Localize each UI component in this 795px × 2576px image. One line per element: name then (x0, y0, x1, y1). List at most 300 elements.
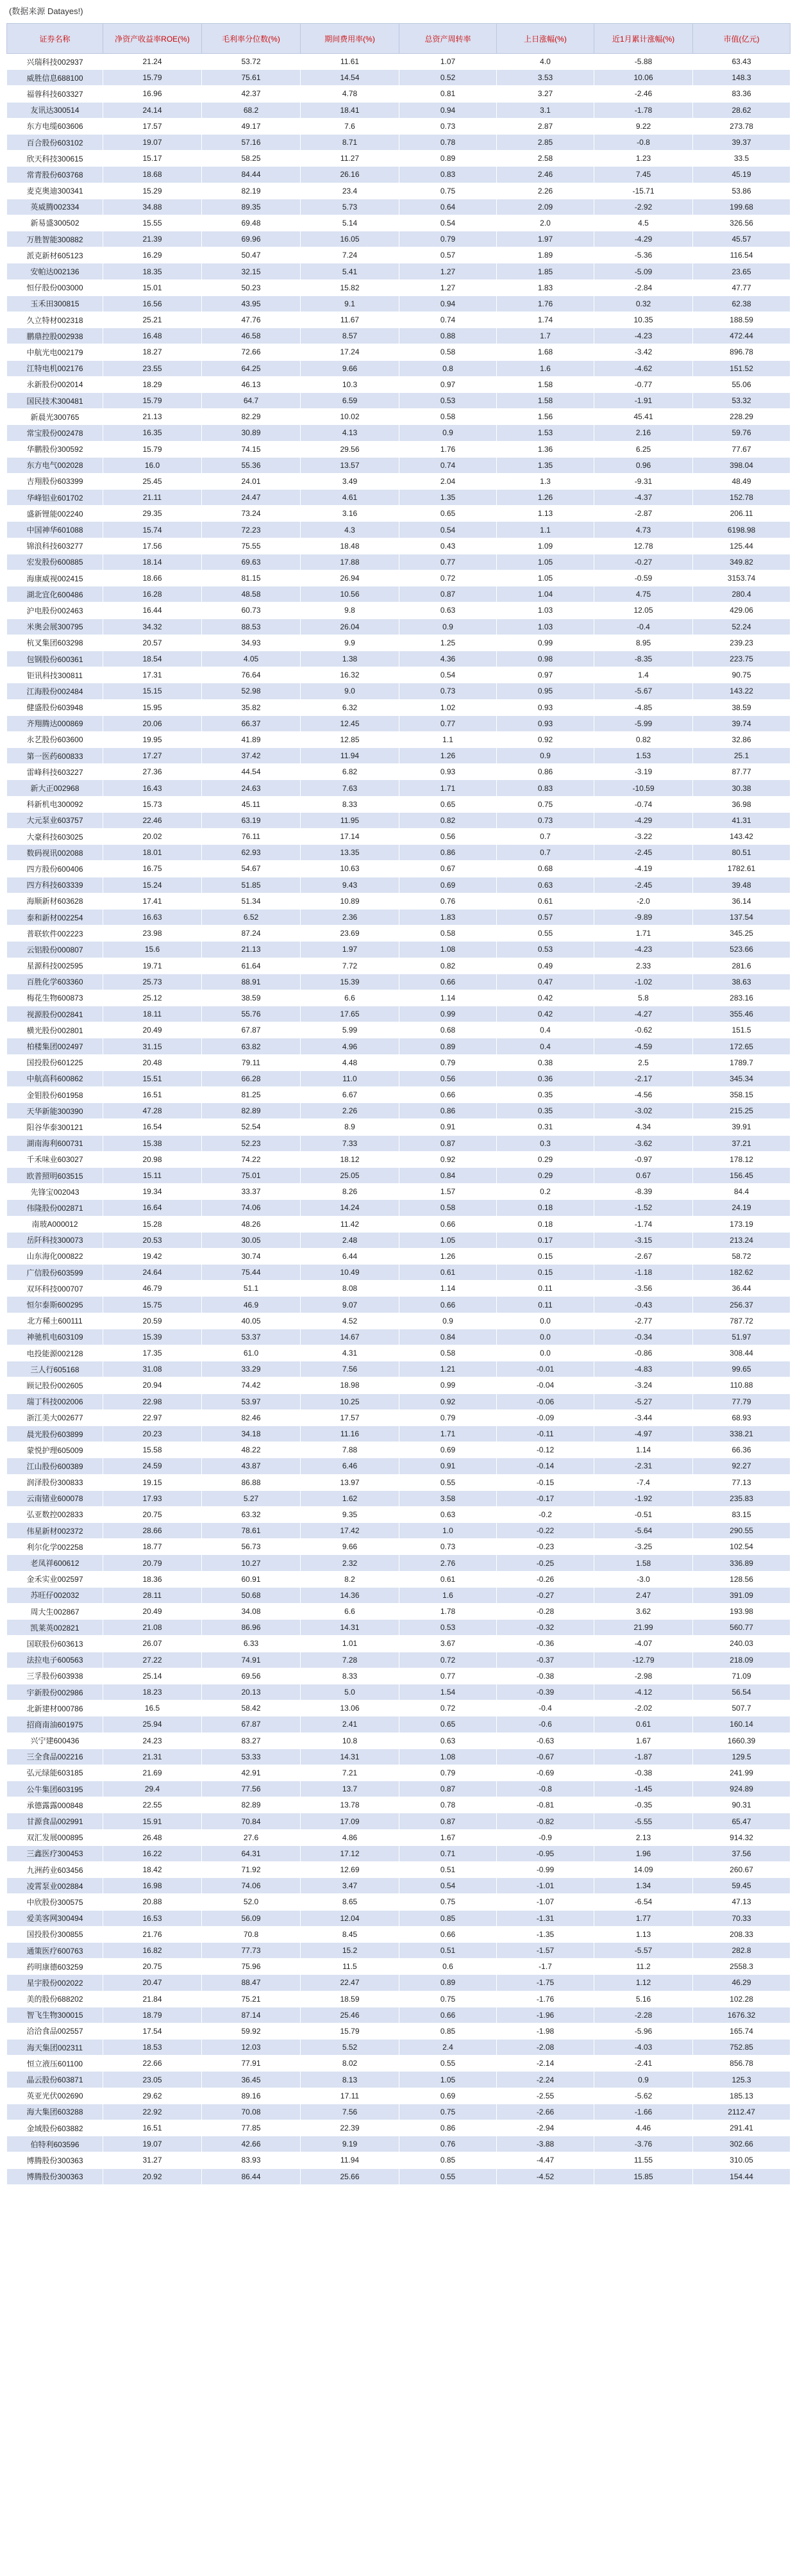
table-cell: 0.55 (399, 2168, 497, 2184)
table-cell: 10.02 (301, 409, 399, 425)
table-cell: 11.42 (301, 1216, 399, 1232)
header-roe[interactable]: 净资产收益率ROE(%) (103, 24, 202, 54)
table-row[interactable] (7, 1555, 791, 1571)
table-cell: 6.67 (301, 1087, 399, 1103)
table-cell: 57.16 (202, 134, 301, 150)
table-row[interactable] (7, 1425, 791, 1442)
table-cell: 54.67 (202, 861, 301, 877)
table-cell: 1.67 (594, 1733, 693, 1749)
table-cell: -3.42 (594, 344, 693, 360)
table-cell: 0.97 (497, 667, 594, 683)
table-row[interactable] (7, 1894, 791, 1910)
table-cell: 88.53 (202, 619, 301, 635)
table-cell: 16.0 (103, 457, 202, 473)
table-cell: -0.39 (497, 1684, 594, 1700)
cell-security-name: 中欣股份300575 (7, 1894, 103, 1910)
table-cell: 0.51 (399, 1862, 497, 1878)
table-row[interactable] (7, 1377, 791, 1393)
table-cell: 75.01 (202, 1167, 301, 1183)
table-cell: 6.25 (594, 441, 693, 457)
table-row[interactable] (7, 2120, 791, 2136)
table-cell: 1.85 (497, 263, 594, 279)
table-cell: 1.05 (497, 570, 594, 586)
table-row[interactable] (7, 1216, 791, 1232)
table-cell: 20.75 (103, 1959, 202, 1975)
table-row[interactable] (7, 812, 791, 828)
table-row[interactable] (7, 1345, 791, 1361)
table-row[interactable] (7, 215, 791, 231)
table-cell: 1.03 (497, 602, 594, 619)
table-row[interactable] (7, 829, 791, 845)
table-cell: 56.09 (202, 1910, 301, 1926)
table-cell: -0.37 (497, 1652, 594, 1668)
table-row[interactable] (7, 360, 791, 376)
table-row[interactable] (7, 409, 791, 425)
header-name[interactable]: 证券名称 (7, 24, 103, 54)
cell-security-name: 金禾实业002597 (7, 1571, 103, 1587)
table-row[interactable] (7, 279, 791, 295)
table-cell: 4.36 (399, 651, 497, 667)
table-row[interactable] (7, 1700, 791, 1716)
table-cell: 0.79 (399, 1765, 497, 1781)
table-row[interactable] (7, 1135, 791, 1151)
cell-security-name: 双汇发展000895 (7, 1829, 103, 1845)
table-cell: 5.41 (301, 263, 399, 279)
table-cell: 0.42 (497, 990, 594, 1006)
table-row[interactable] (7, 247, 791, 263)
table-cell: 1.96 (594, 1845, 693, 1861)
table-row[interactable] (7, 425, 791, 441)
table-row[interactable] (7, 1684, 791, 1700)
table-row[interactable] (7, 376, 791, 392)
table-row[interactable] (7, 183, 791, 199)
table-row[interactable] (7, 942, 791, 958)
table-row[interactable] (7, 2007, 791, 2023)
table-cell: 0.81 (399, 86, 497, 102)
table-row[interactable] (7, 263, 791, 279)
table-row[interactable] (7, 909, 791, 925)
table-cell: -5.09 (594, 263, 693, 279)
table-cell: 1.67 (399, 1829, 497, 1845)
table-cell: 62.38 (693, 295, 791, 312)
table-cell: 34.93 (202, 635, 301, 651)
table-cell: 47.77 (693, 279, 791, 295)
table-row[interactable] (7, 1200, 791, 1216)
table-cell: 1.97 (497, 231, 594, 247)
table-cell: 0.94 (399, 102, 497, 118)
table-cell: 11.55 (594, 2152, 693, 2168)
table-cell: 22.92 (103, 2104, 202, 2120)
table-row[interactable] (7, 1103, 791, 1119)
table-row[interactable] (7, 1409, 791, 1425)
table-cell: 3.67 (399, 1636, 497, 1652)
table-cell: 5.14 (301, 215, 399, 231)
table-row[interactable] (7, 167, 791, 183)
table-cell: 345.34 (693, 1070, 791, 1086)
table-row[interactable] (7, 1151, 791, 1167)
table-cell: 30.74 (202, 1248, 301, 1264)
table-row[interactable] (7, 1959, 791, 1975)
table-cell: 0.73 (399, 1539, 497, 1555)
table-cell: 10.63 (301, 861, 399, 877)
table-row[interactable] (7, 1022, 791, 1038)
cell-security-name: 杭叉集团603298 (7, 635, 103, 651)
table-cell: 0.31 (497, 1119, 594, 1135)
table-row[interactable] (7, 118, 791, 134)
table-row[interactable] (7, 86, 791, 102)
table-cell: 0.43 (399, 538, 497, 554)
cell-security-name: 柏楼集团002497 (7, 1038, 103, 1054)
table-cell: 0.9 (399, 425, 497, 441)
table-cell: 10.56 (301, 586, 399, 602)
table-row[interactable] (7, 602, 791, 619)
table-row[interactable] (7, 1393, 791, 1409)
table-cell: 5.27 (202, 1490, 301, 1506)
table-row[interactable] (7, 764, 791, 780)
cell-security-name: 恒仔股份003000 (7, 279, 103, 295)
table-row[interactable] (7, 1813, 791, 1829)
table-row[interactable] (7, 1006, 791, 1022)
table-row[interactable] (7, 1781, 791, 1797)
table-row[interactable] (7, 2056, 791, 2072)
table-row[interactable] (7, 1248, 791, 1264)
table-row[interactable] (7, 1070, 791, 1086)
table-row[interactable] (7, 990, 791, 1006)
table-cell: 1.6 (497, 360, 594, 376)
table-row[interactable] (7, 1539, 791, 1555)
table-cell: 21.24 (103, 54, 202, 70)
table-cell: -4.97 (594, 1425, 693, 1442)
header-prev-day-change[interactable]: 上日涨幅(%) (497, 24, 594, 54)
table-cell: 2.76 (399, 1555, 497, 1571)
table-row[interactable] (7, 1829, 791, 1845)
table-cell: 1.74 (497, 312, 594, 328)
table-cell: 0.54 (399, 215, 497, 231)
table-cell: 0.54 (399, 667, 497, 683)
table-cell: 0.61 (399, 1265, 497, 1281)
table-row[interactable] (7, 554, 791, 570)
table-cell: 18.41 (301, 102, 399, 118)
table-row[interactable] (7, 619, 791, 635)
table-cell: 70.08 (202, 2104, 301, 2120)
table-row[interactable] (7, 926, 791, 942)
table-cell: 24.14 (103, 102, 202, 118)
table-row[interactable] (7, 54, 791, 70)
table-row[interactable] (7, 70, 791, 86)
table-cell: 15.55 (103, 215, 202, 231)
table-cell: 0.61 (594, 1716, 693, 1733)
table-cell: -8.35 (594, 651, 693, 667)
table-row[interactable] (7, 392, 791, 408)
table-cell: 87.77 (693, 764, 791, 780)
table-cell: 47.28 (103, 1103, 202, 1119)
table-row[interactable] (7, 667, 791, 683)
table-row[interactable] (7, 748, 791, 764)
table-cell: 60.73 (202, 602, 301, 619)
table-cell: 0.65 (399, 796, 497, 812)
table-row[interactable] (7, 1636, 791, 1652)
table-cell: 14.31 (301, 1749, 399, 1765)
table-row[interactable] (7, 2023, 791, 2039)
table-row[interactable] (7, 1184, 791, 1200)
table-cell: 0.91 (399, 1458, 497, 1474)
table-row[interactable] (7, 295, 791, 312)
table-cell: 27.22 (103, 1652, 202, 1668)
table-cell: 41.89 (202, 731, 301, 747)
table-cell: -0.2 (497, 1506, 594, 1522)
table-row[interactable] (7, 731, 791, 747)
table-row[interactable] (7, 861, 791, 877)
cell-security-name: 包钢股份600361 (7, 651, 103, 667)
table-row[interactable] (7, 586, 791, 602)
table-cell: 28.66 (103, 1523, 202, 1539)
table-row[interactable] (7, 1329, 791, 1345)
table-cell: 0.11 (497, 1281, 594, 1297)
table-cell: 21.31 (103, 1749, 202, 1765)
table-row[interactable] (7, 1087, 791, 1103)
table-cell: -0.09 (497, 1409, 594, 1425)
table-row[interactable] (7, 1975, 791, 1991)
table-row[interactable] (7, 522, 791, 538)
table-cell: 8.2 (301, 1571, 399, 1587)
table-cell: -4.47 (497, 2152, 594, 2168)
cell-security-name: 周大生002867 (7, 1604, 103, 1620)
table-cell: 0.86 (399, 2120, 497, 2136)
table-cell: 48.49 (693, 473, 791, 489)
table-row[interactable] (7, 1442, 791, 1458)
table-cell: 151.5 (693, 1022, 791, 1038)
cell-security-name: 北方稀土600111 (7, 1313, 103, 1329)
table-row[interactable] (7, 1668, 791, 1684)
table-cell: 2.09 (497, 199, 594, 215)
table-cell: 18.14 (103, 554, 202, 570)
table-cell: 0.52 (399, 70, 497, 86)
table-cell: 18.66 (103, 570, 202, 586)
table-cell: 89.16 (202, 2088, 301, 2104)
table-row[interactable] (7, 134, 791, 150)
table-cell: -0.36 (497, 1636, 594, 1652)
table-cell: 45.11 (202, 796, 301, 812)
table-row[interactable] (7, 2040, 791, 2056)
table-row[interactable] (7, 312, 791, 328)
table-cell: 16.64 (103, 1200, 202, 1216)
table-row[interactable] (7, 328, 791, 344)
table-cell: 23.98 (103, 926, 202, 942)
table-cell: 0.56 (399, 1070, 497, 1086)
table-row[interactable] (7, 1490, 791, 1506)
cell-security-name: 派克新材605123 (7, 247, 103, 263)
table-cell: 15.85 (594, 2168, 693, 2184)
table-cell: 20.79 (103, 1555, 202, 1571)
table-cell: 16.32 (301, 667, 399, 683)
table-cell: 3.58 (399, 1490, 497, 1506)
table-row[interactable] (7, 1749, 791, 1765)
table-cell: 81.25 (202, 1087, 301, 1103)
table-row[interactable] (7, 1506, 791, 1522)
table-cell: 19.95 (103, 731, 202, 747)
header-asset-turnover[interactable]: 总资产周转率 (399, 24, 497, 54)
table-row[interactable] (7, 635, 791, 651)
table-cell: 34.32 (103, 619, 202, 635)
table-row[interactable] (7, 651, 791, 667)
header-month-change[interactable]: 近1月累计涨幅(%) (594, 24, 693, 54)
header-expense-ratio[interactable]: 期间费用率(%) (301, 24, 399, 54)
table-row[interactable] (7, 570, 791, 586)
table-row[interactable] (7, 2136, 791, 2152)
table-row[interactable] (7, 1587, 791, 1603)
table-cell: 355.46 (693, 1006, 791, 1022)
header-market-cap[interactable]: 市值(亿元) (693, 24, 791, 54)
table-cell: 1.25 (399, 635, 497, 651)
table-row[interactable] (7, 1038, 791, 1054)
table-row[interactable] (7, 845, 791, 861)
table-row[interactable] (7, 1604, 791, 1620)
table-cell: 4.61 (301, 490, 399, 506)
table-cell: 75.21 (202, 1991, 301, 2007)
table-row[interactable] (7, 1167, 791, 1183)
table-row[interactable] (7, 199, 791, 215)
table-row[interactable] (7, 1265, 791, 1281)
table-cell: 0.76 (399, 893, 497, 909)
table-cell: 1.09 (497, 538, 594, 554)
table-row[interactable] (7, 893, 791, 909)
table-cell: -2.31 (594, 1458, 693, 1474)
table-cell: 5.52 (301, 2040, 399, 2056)
table-cell: -5.67 (594, 683, 693, 699)
table-cell: 0.63 (497, 877, 594, 893)
table-row[interactable] (7, 1862, 791, 1878)
table-cell: 0.51 (399, 1942, 497, 1958)
table-cell: 69.56 (202, 1668, 301, 1684)
table-row[interactable] (7, 1878, 791, 1894)
table-cell: 0.93 (399, 764, 497, 780)
table-cell: 1.58 (594, 1555, 693, 1571)
table-row[interactable] (7, 715, 791, 731)
table-row[interactable] (7, 683, 791, 699)
table-row[interactable] (7, 877, 791, 893)
table-row[interactable] (7, 780, 791, 796)
table-row[interactable] (7, 506, 791, 522)
table-cell: 21.39 (103, 231, 202, 247)
table-row[interactable] (7, 1054, 791, 1070)
table-cell: 18.79 (103, 2007, 202, 2023)
table-row[interactable] (7, 473, 791, 489)
table-row[interactable] (7, 1232, 791, 1248)
table-row[interactable] (7, 1474, 791, 1490)
table-cell: 8.71 (301, 134, 399, 150)
table-cell: 26.04 (301, 619, 399, 635)
table-cell: 102.54 (693, 1539, 791, 1555)
table-cell: 1.02 (399, 699, 497, 715)
table-cell: 0.15 (497, 1248, 594, 1264)
table-row[interactable] (7, 1910, 791, 1926)
table-row[interactable] (7, 1765, 791, 1781)
table-cell: 199.68 (693, 199, 791, 215)
table-cell: 3.62 (594, 1604, 693, 1620)
table-cell: -10.59 (594, 780, 693, 796)
table-row[interactable] (7, 151, 791, 167)
table-cell: 1.36 (497, 441, 594, 457)
table-row[interactable] (7, 2168, 791, 2184)
table-row[interactable] (7, 1458, 791, 1474)
table-row[interactable] (7, 1297, 791, 1313)
table-row[interactable] (7, 1845, 791, 1861)
table-row[interactable] (7, 231, 791, 247)
table-cell: 173.19 (693, 1216, 791, 1232)
table-row[interactable] (7, 958, 791, 974)
table-cell: 82.89 (202, 1797, 301, 1813)
table-cell: 20.59 (103, 1313, 202, 1329)
table-cell: -0.35 (594, 1797, 693, 1813)
table-cell: 53.37 (202, 1329, 301, 1345)
cell-security-name: 南玻A000012 (7, 1216, 103, 1232)
table-cell: 0.53 (497, 942, 594, 958)
table-row[interactable] (7, 2152, 791, 2168)
table-row[interactable] (7, 2088, 791, 2104)
table-row[interactable] (7, 1313, 791, 1329)
table-cell: 77.79 (693, 1393, 791, 1409)
table-row[interactable] (7, 441, 791, 457)
table-row[interactable] (7, 344, 791, 360)
table-row[interactable] (7, 974, 791, 990)
table-cell: 2.46 (497, 167, 594, 183)
table-cell: 84.44 (202, 167, 301, 183)
table-row[interactable] (7, 2104, 791, 2120)
table-row[interactable] (7, 1926, 791, 1942)
table-row[interactable] (7, 1716, 791, 1733)
table-cell: 0.0 (497, 1345, 594, 1361)
table-row[interactable] (7, 1361, 791, 1377)
table-row[interactable] (7, 1991, 791, 2007)
table-row[interactable] (7, 796, 791, 812)
table-cell: 338.21 (693, 1425, 791, 1442)
table-cell: 0.83 (497, 780, 594, 796)
cell-security-name: 英威腾002334 (7, 199, 103, 215)
table-row[interactable] (7, 2072, 791, 2088)
table-cell: 28.62 (693, 102, 791, 118)
cell-security-name: 云南锗业600078 (7, 1490, 103, 1506)
table-row[interactable] (7, 1942, 791, 1958)
table-cell: 1.35 (497, 457, 594, 473)
table-cell: 46.9 (202, 1297, 301, 1313)
table-cell: 22.98 (103, 1393, 202, 1409)
table-row[interactable] (7, 538, 791, 554)
table-cell: 10.3 (301, 376, 399, 392)
table-cell: 1.12 (594, 1975, 693, 1991)
table-row[interactable] (7, 1652, 791, 1668)
table-cell: 17.11 (301, 2088, 399, 2104)
table-cell: 9.9 (301, 635, 399, 651)
table-row[interactable] (7, 1733, 791, 1749)
table-row[interactable] (7, 699, 791, 715)
table-cell: 25.45 (103, 473, 202, 489)
table-cell: 1.27 (399, 263, 497, 279)
table-row[interactable] (7, 490, 791, 506)
header-gross-margin-pct[interactable]: 毛利率分位数(%) (202, 24, 301, 54)
table-row[interactable] (7, 1281, 791, 1297)
cell-security-name: 恒尔泰斯600295 (7, 1297, 103, 1313)
table-row[interactable] (7, 1797, 791, 1813)
table-cell: 0.84 (399, 1167, 497, 1183)
table-cell: 4.86 (301, 1829, 399, 1845)
table-row[interactable] (7, 102, 791, 118)
table-cell: 15.91 (103, 1813, 202, 1829)
table-row[interactable] (7, 457, 791, 473)
table-row[interactable] (7, 1571, 791, 1587)
table-row[interactable] (7, 1620, 791, 1636)
table-row[interactable] (7, 1119, 791, 1135)
table-row[interactable] (7, 1523, 791, 1539)
